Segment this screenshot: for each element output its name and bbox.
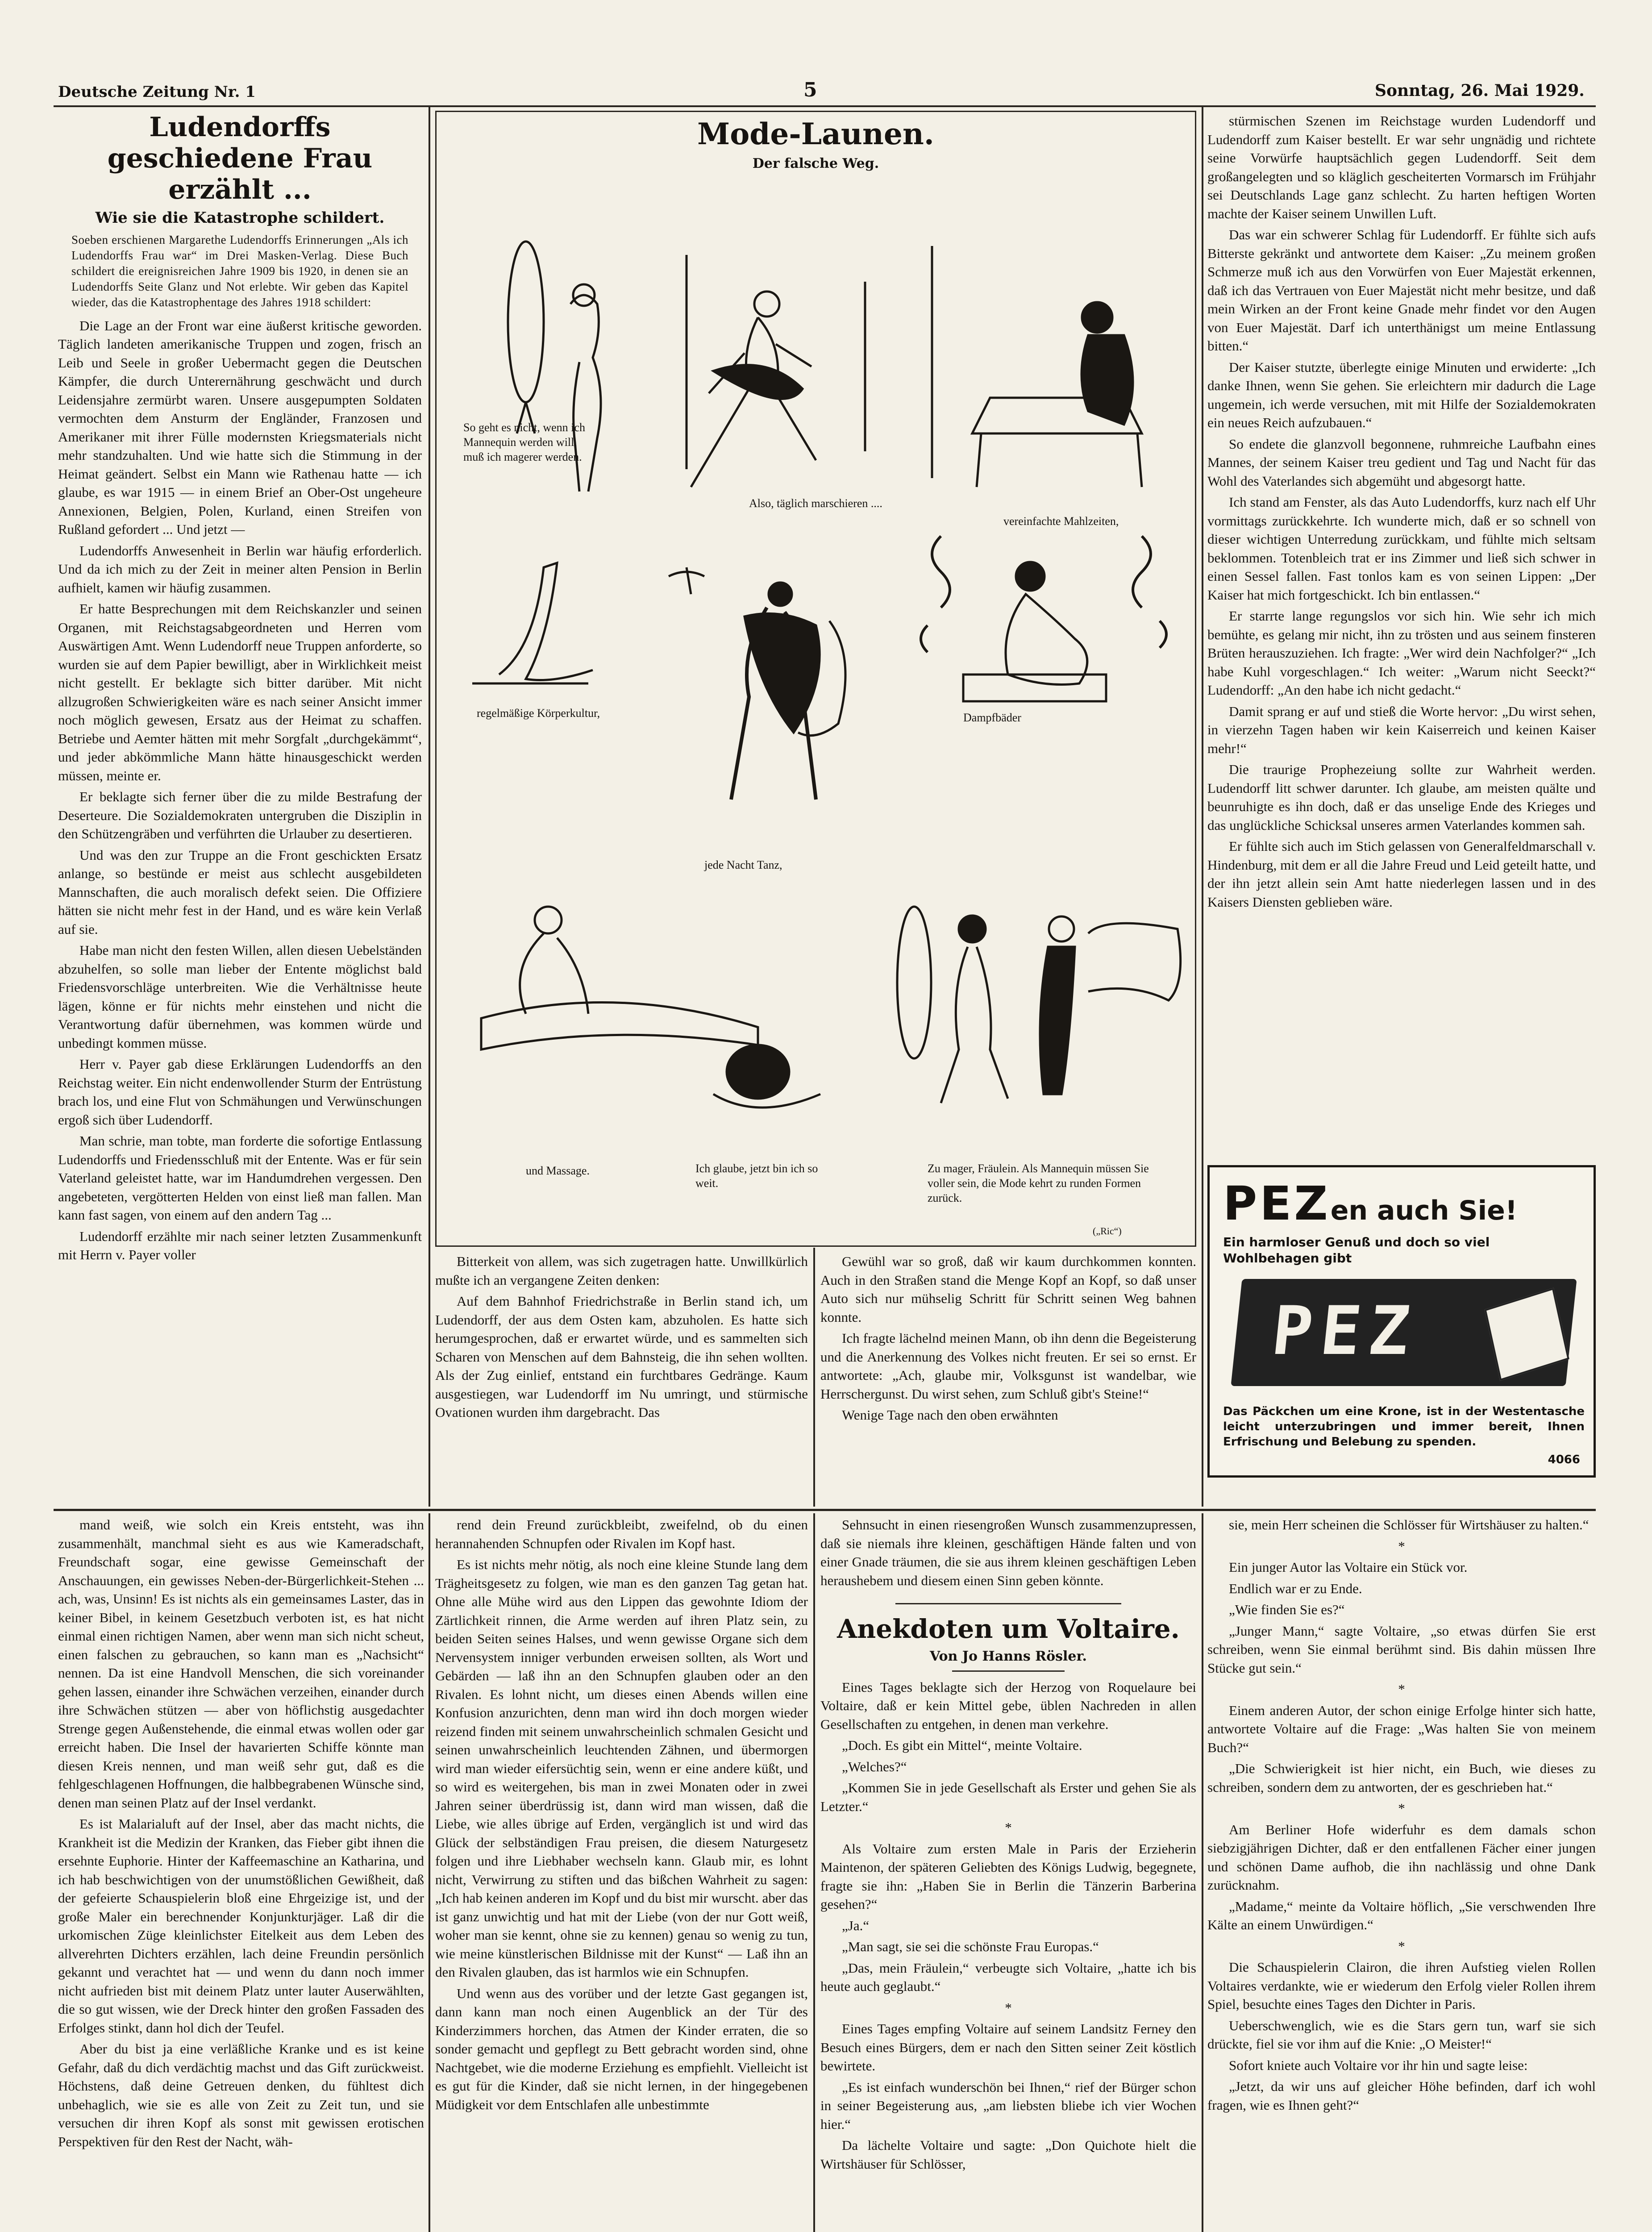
page-number: 5 [803, 79, 817, 101]
table-legs [977, 433, 1142, 487]
paragraph: Es ist nichts mehr nötig, als noch eine kleine Stunde lang dem Trägheitsgesetz zu folgen, wie man es den ganzen Tag getan hat. Ohne alle Mühe wird aus den Lippen das gewohnte Idiom der Zärtlichkeit rinnen, die Arme werden auf ihren Platz sein, zu beiden Seiten seines Halses, und wenn gewisse Organe sich dem Nervensystem inniger verbunden erweisen sollten, als Wort und Gebärden — laß ihn an den Schnupfen glauben oder an den Rivalen. Es lohnt nicht, um dieses einen Abends willen eine Konfusion anzurichten, denn man wird ihn doch morgen wieder reizend finden mit seinem unwahrscheinlich schmalen Gesicht und seinen unwahrscheinlich leuchtenden Zähnen, und übermorgen wird man wieder eifersüchtig sein, wenn er eine andere küßt, und so wird es weitergehen, bis man in zwei Monaten oder in zwei Jahren seiner überdrüssig ist, dann wird man wissen, daß die Liebe, wie alles übrige auf Erden, vergänglich ist und wird das Glück der selbständigen Frau preisen, die diesem Naturgesetz folgen und ihre Liebhaber wechseln kann. Glaub mir, es lohnt nicht, Verwirrung zu stiften und das bißchen Wahrheit zu sagen: „Ich hab keinen anderen im Kopf und du bist mir wurscht. aber das ist ganz unwichtig und hat mit der Liebe (von der nur Gott weiß, woher man sie kennt, ohne sie zu kennen) genau so wenig zu tun, wie meine künstlerischen Bildnisse mit der Kunst“ — Laß ihn an den Rivalen glauben, das ist harmlos wie ein Schnupfen. [435, 1557, 808, 1980]
caption-source: („Ric“) [1093, 1225, 1122, 1237]
model-head [959, 916, 986, 942]
article-ludendorff-col3 [820, 1252, 1196, 1507]
marching-figure [691, 317, 816, 487]
paragraph: Ich stand am Fenster, als das Auto Ludendorffs, kurz nach elf Uhr vormittags zurückkehrte. Ich wunderte mich, daß er so schnell von dieser wichtigen Unterredung zurückkam, und fühlte mich seltsam beklommen. Totenbleich trat er ins Zimmer und ließ sich schwer in einen Sessel fallen. Fast tonlos kam es von seinen Lippen: „Der Kaiser hat mich fortgeschickt. Ich bin entlassen.“ [1207, 494, 1596, 603]
anecdote-paragraph: „Welches?“ [842, 1758, 907, 1774]
header-rule [54, 105, 1596, 107]
anecdote-paragraph: Da lächelte Voltaire und sagte: „Don Quichote hielt die Wirtshäuser für Schlösser, [820, 2137, 1196, 2172]
director-coat [1040, 947, 1075, 1094]
anecdote-paragraph: „Man sagt, sie sei die schönste Frau Europas.“ [842, 1939, 1099, 1954]
anecdote-paragraph: sie, mein Herr scheinen die Schlösser für Wirtshäuser zu halten.“ [1229, 1517, 1589, 1532]
article-title: Ludendorffs geschiedene Frau [107, 112, 373, 174]
paragraph: So endete die glanzvoll begonnene, ruhmreiche Laufbahn eines Mannes, der seinem Kaiser treu gedient und Tag und Nacht für das Wohl des Vaterlandes sich abgemüht und abgesorgt hatte. [1207, 436, 1596, 489]
paragraph: Herr v. Payer gab diese Erklärungen Ludendorffs an den Reichstag weiter. Ein nicht endenwollender Sturm der Entrüstung brach los, und eine Flut von Schmähungen und Verwünschungen ergoß sich über Ludendorff. [58, 1056, 422, 1128]
header-right: Sonntag, 26. Mai 1929. [1375, 81, 1585, 100]
anecdote-paragraph: „Doch. Es gibt ein Mittel“, meinte Voltaire. [842, 1737, 1082, 1753]
mirror-2 [897, 907, 931, 1058]
dancer-head [769, 583, 792, 606]
anecdote-paragraph: Sofort kniete auch Voltaire vor ihr hin und sagte leise: [1229, 2057, 1528, 2073]
pez-advertisement [1207, 1165, 1596, 1478]
caption-director: Zu mager, Fräulein. Als Mannequin müssen Sie voller sein, die Mode kehrt zu runden Formen zurück. [928, 1162, 1149, 1204]
paragraph: Sehnsucht in einen riesengroßen Wunsch zusammenzupressen, daß sie niemals ihre kleinen, geschäftigen Hände falten und von einer Gnade träumen, die sie aus ihrem kleinen geschäftigen Leben heraushebem und diesem einen Sinn geben könnte. [820, 1517, 1196, 1588]
ad-pez-word: PEZ [1223, 1176, 1331, 1231]
voltaire-col3 [820, 1516, 1196, 2232]
anekdoten-rule-bottom [952, 1670, 1065, 1672]
voltaire-col4 [1207, 1516, 1596, 2232]
anecdote-paragraph: * [1005, 1820, 1012, 1835]
article-ludendorff-col4 [1207, 112, 1596, 1156]
paragraph: Er hatte Besprechungen mit dem Reichskanzler und seinen Organen, mit Reichstagsabgeordneten und Herren vom Auswärtigen Amt. Wenn Ludendorff neue Truppen anforderte, so wurden sie auf dem Papier bewilligt, aber in Wirklichkeit meist nicht gestellt. Er beklagte sich bitter darüber. Mit nicht allzugroßen Schwierigkeiten wäre es nach seiner Ansicht immer noch möglich gewesen, Ersatz aus der Heimat zu schaffen. Betriebe und Aemter hätten mit mehr Sorgfalt „durchgekämmt“, und jeder abkömmliche Mann hätte hinausgeschickt werden müssen, meinte er. [58, 601, 422, 783]
column-rule [1202, 107, 1203, 1507]
paragraph: Gewühl war so groß, daß wir kaum durchkommen konnten. Auch in den Straßen stand die Menge Kopf an Kopf, so daß unser Auto sich nur mühselig Schritt für Schritt seinen Weg bahnen konnte. [820, 1253, 1196, 1325]
article-body [58, 316, 422, 1264]
caption-thin-girl: Ich glaube, jetzt bin ich so weit. [695, 1162, 818, 1190]
caption-gym: regelmäßige Körperkultur, [477, 707, 600, 720]
caption-steam: Dampfbäder [963, 711, 1021, 724]
caption-meals: vereinfachte Mahlzeiten, [1003, 515, 1119, 528]
ad-code: 4066 [1548, 1453, 1580, 1466]
paragraph: Und was den zur Truppe an die Front geschickten Ersatz anlange, so bestünde er meist aus schlecht ausgebildeten Mannschaften, die auch moralisch defekt seien. Die Offiziere hätten sie nicht mehr fest in der Hand, und es wäre kein Verlaß auf sie. [58, 847, 422, 937]
musician-sketch [669, 567, 704, 594]
drawings-wall [1088, 923, 1181, 1000]
mode-title: Mode-Launen. [697, 117, 934, 151]
anecdote-paragraph: * [1005, 1999, 1012, 2015]
masseuse-head [535, 907, 562, 933]
anecdote-paragraph: Endlich war er zu Ende. [1229, 1580, 1362, 1596]
mode-subtitle: Der falsche Weg. [752, 156, 879, 171]
article-title-line2: erzählt ... [168, 174, 312, 205]
ad-headline-rest: en auch Sie! [1330, 1195, 1518, 1226]
paragraph: Ludendorff erzählte mir nach seiner letzten Zusammenkunft mit Herrn v. Payer voller [58, 1228, 422, 1262]
paragraph: Man schrie, man tobte, man forderte die sofortige Entlassung Ludendorffs und Friedensschluß mit der Entente. Was er für sein Vaterland geleistet hatte, war im Handumdrehen vergessen. Den angebeteten, vergötterten Helden von einst ließ man fallen. Man kann fast sagen, von einem auf den andern Tag ... [58, 1133, 422, 1223]
gym-figure [499, 563, 593, 680]
feuilleton-col2 [435, 1516, 808, 2232]
anecdote-paragraph: „Madame,“ meinte da Voltaire höflich, „Sie verschwenden Ihre Kälte an einem Unwürdigen.“ [1207, 1898, 1596, 1932]
model-body [941, 947, 1008, 1103]
anecdote-paragraph: Eines Tages beklagte sich der Herzog von Roquelaure bei Voltaire, daß er kein Mittel gebe, üblen Nachreden in allen Gesellschaften zu entgehen, in denen man verkehre. [820, 1679, 1196, 1732]
paragraph: Es ist Malarialuft auf der Insel, aber das macht nichts, die Krankheit ist die Medizin der Kranken, das Fieber gibt ihnen die ersehnte Euphorie. Hinter der Kaffeemaschine an Katharina, und ich hab beschwichtigen von der unumstößlichen Gewißheit, daß der gefeierte Schauspielerin bloß eine Ehrgeizige ist, und der große Maler ein berechnender Konjunkturjäger. Laß dir die urkomischen Züge kleinlichster Eitelkeit aus dem Leben des allverehrten Dichters erzählen, lach deine Freundin persönlich gekannt und verachtet hat — und wenn du dann noch immer nicht aufrieden bist mit deinem Platz unter lauter Auserwählten, die so gut wissen, wie der Dreck hinter den großen Fassaden des Erfolges stinkt, dann hol dich der Teufel. [58, 1816, 424, 2036]
ad-headline [1223, 1176, 1517, 1231]
anecdote-paragraph: „Kommen Sie in jede Gesellschaft als Erster und gehen Sie als Letzter.“ [820, 1780, 1196, 1814]
anecdote-paragraph: * [1398, 1538, 1405, 1554]
ad-line1: Ein harmloser Genuß und doch so viel Wohlbehagen gibt [1223, 1235, 1490, 1266]
anecdote-paragraph: * [1398, 1681, 1405, 1697]
paragraph: Er beklagte sich ferner über die zu milde Bestrafung der Deserteure. Die Sozialdemokraten untergruben die Disziplin in den Schützengräben und verführten die Urlauber zu desertieren. [58, 789, 422, 841]
caption-march: Also, täglich marschieren .... [749, 497, 882, 510]
pez-pack-label: PEZ [1268, 1292, 1422, 1370]
paragraph: Habe man nicht den festen Willen, allen diesen Uebelständen abzuhelfen, so solle man lieber der Entente möglichst bald Friedensvorschläge unterbreiten. Wie die Verhältnisse heute lägen, könne er für nichts mehr einstehen und nicht die Verantwortung dafür übernehmen, was kommen würde und unbedingt kommen müsse. [58, 942, 422, 1051]
paragraph: Wenige Tage nach den oben erwähnten [842, 1407, 1058, 1423]
paragraph: Er starrte lange regungslos vor sich hin. Wie sehr ich mich bemühte, es gelang mir nicht, ihn zu trösten und aus seinem finsteren Brüten herauszuziehen. Ich fragte: „Wer wird dein Nachfolger?“ „Ich habe Kuhl vorgeschlagen.“ Ich weiter: „Warum nicht Seeckt?“ Ludendorff: „An den habe ich nicht gedacht.“ [1207, 608, 1596, 698]
fashion-illustrations [437, 112, 1198, 1248]
diner-head [1082, 302, 1112, 333]
paragraph: Damit sprang er auf und stieß die Worte hervor: „Du wirst sehen, in vierzehn Tagen haben wir kein Kaiserreich und keinen Kaiser mehr!“ [1207, 703, 1596, 756]
anecdote-paragraph: * [1398, 1938, 1405, 1954]
paragraph: Der Kaiser stutzte, überlegte einige Minuten und erwiderte: „Ich danke Ihnen, wenn Sie gehen. Sie erleichtern mir dadurch die Lage ungemein, ich werde versuchen, mit mit Hilfe der Sozialdemokraten ein neues Reich aufzubauen.“ [1207, 359, 1596, 430]
paragraph: rend dein Freund zurückbleibt, zweifelnd, ob du einen herannahenden Schnupfen oder Rivalen im Kopf hast. [435, 1517, 808, 1551]
article-subtitle: Wie sie die Katastrophe schildert. [95, 209, 385, 227]
paragraph: Die traurige Prophezeiung sollte zur Wahrheit werden. Ludendorff litt schwer darunter. Ich glaube, am meisten quälte und beunruhigte es ihn doch, daß er das unselige Ende des Krieges und das unglückliche Schicksal unseres armen Vaterlandes kommen sah. [1207, 762, 1596, 833]
caption-mannequin: So geht es nicht, wenn ich Mannequin werden will, muß ich magerer werden. [463, 421, 585, 463]
bather-head [1016, 562, 1044, 591]
paragraph: mand weiß, wie solch ein Kreis entsteht, was ihn zusammenhält, manchmal sieht es aus wie Kameradschaft, Freundschaft sogar, eine gewisse Gemeinschaft der Anschauungen, ein gewisses Neben-der-Bürgerlichkeit-Stehen ... ach, was, Unsinn! Es ist nichts als ein gemeinsames Laster, das in keiner Bibel, in keinem Gesetzbuch verboten ist, es hat nicht einmal einen richtigen Namen, aber wenn man sich nicht scheut, einen falschen zu gebrauchen, so kann man es „Nachsicht“ nennen. Da ist eine Handvoll Menschen, die sich voreinander gehen lassen, einander ihre Schwächen verzeihen, einander durch ihre Schwächen stützen — aber von höflichstig ausgedachter Strenge gegen Außenstehende, die einmal etwas wollen oder gar erreicht haben. Die Insel der havarierten Schiffe könnte man diesen Kreis nennen, und man weiß sehr gut, daß es die fehlgeschlagenen Hoffnungen, die halbbegrabenen Wünsche sind, denen man seinen Platz auf der Insel verdankt. [58, 1517, 424, 1811]
anecdote-paragraph: * [1398, 1800, 1405, 1816]
anecdote-paragraph: „Junger Mann,“ sagte Voltaire, „so etwas dürfen Sie erst schreiben, wenn Sie einmal berühmt sind. Bis dahin müssen Ihre Stücke gut sein.“ [1207, 1623, 1596, 1676]
anekdoten-title: Anekdoten um Voltaire. [837, 1614, 1180, 1644]
paragraph: Bitterkeit von allem, was sich zugetragen hatte. Unwillkürlich mußte ich an vergangene Zeiten denken: [435, 1253, 808, 1288]
anecdote-paragraph: Einem anderen Autor, der schon einige Erfolge hinter sich hatte, antwortete Voltaire auf die Frage: „Was halten Sie von meinem Buch?“ [1207, 1702, 1596, 1755]
paragraph: Ich fragte lächelnd meinen Mann, ob ihn denn die Begeisterung und die Anerkennung des Volkes nicht freuten. Er sei so ernst. Er antwortete: „Ach, glaube mir, Volksgunst ist wandelbar, wie Herrschergunst. Du wirst sehen, zum Schluß gibt's Steine!“ [820, 1330, 1196, 1402]
article-intro: Soeben erschienen Margarethe Ludendorffs Erinnerungen „Als ich Ludendorffs Frau war“ im Drei Masken-Verlag. Diese Buch schildert die ereignisreichen Jahre 1909 bis 1920, in denen sie an Ludendorffs Seite Glanz und Not erlebte. Wir geben das Kapitel wieder, das die Katastrophentage des Jahres 1918 schildert: [71, 233, 408, 309]
column-rule [813, 1513, 815, 2232]
header-left: Deutsche Zeitung Nr. 1 [58, 83, 256, 101]
paragraph: Er fühlte sich auch im Stich gelassen von Generalfeldmarschall v. Hindenburg, mit dem er all die Jahre Freud und Leid geteilt hatte, und der ihn jetzt allein sein Amt hatte niederlegen lassen und in des Kaisers Diensten geblieben wäre. [1207, 838, 1596, 910]
anecdote-paragraph: „Ja.“ [842, 1917, 870, 1933]
column-rule [1202, 1513, 1203, 2232]
trees [687, 246, 932, 478]
article-ludendorff-col1 [58, 112, 422, 1507]
anecdote-paragraph: Die Schauspielerin Clairon, die ihren Aufstieg vielen Rollen Voltaires verdankte, wie er wiederum den Erfolg vieler Rollen ihrem Spiel, besuchte eines Tages den Dichter in Paris. [1207, 1959, 1596, 2012]
mode-launen-box [435, 111, 1196, 1247]
column-rule [813, 1248, 815, 1507]
paragraph: Ludendorffs Anwesenheit in Berlin war häufig erforderlich. Und da ich mich zu der Zeit in meiner alten Pension in Berlin aufhielt, kamen wir häufig zusammen. [58, 542, 422, 595]
paragraph: Auf dem Bahnhof Friedrichstraße in Berlin stand ich, um Ludendorff, der aus dem Osten kam, abzuholen. Es hatte sich herumgesprochen, daß er erwartet würde, und es sammelten sich Scharen von Menschen auf dem Bahnsteig, die ihn sehen wollten. Als der Zug einlief, entstand ein furchtbares Gedränge. Kaum ausgestiegen, war Ludendorff im Nu umringt, und stürmische Ovationen wurden ihm dargebracht. Das [435, 1293, 808, 1420]
anecdote-paragraph: Ein junger Autor las Voltaire ein Stück vor. [1229, 1559, 1468, 1575]
massage-table [481, 1002, 758, 1049]
paragraph: Und wenn aus des vorüber und der letzte Gast gegangen ist, dann kann man noch einen Augenblick an der Tür des Kinderzimmers horchen, das Atmen der Kinder erraten, die so sonder gemacht und gepflegt zu Bett gebracht worden sind, ohne Nachtgebet, wie die moderne Erziehung es empfiehlt. Vielleicht ist es gut für die Kinder, daß sie nicht lernen, in der hingegebenen Müdigkeit vor dem Entschlafen alle unbestimmte [435, 1985, 808, 2112]
anekdoten-rule-top [895, 1603, 1121, 1604]
anekdoten-byline: Von Jo Hanns Rösler. [930, 1649, 1087, 1664]
ad-body: Das Päckchen um eine Krone, ist in der Westentasche leicht unterzubringen und immer bereit, Ihnen Erfrischung und Belebung zu spenden. [1223, 1405, 1585, 1449]
anecdote-paragraph: Eines Tages empfing Voltaire auf seinem Landsitz Ferney den Besuch eines Bürgers, dem er nach den Sitten seiner Zeit köstlich bewirtete. [820, 2021, 1196, 2074]
anecdote-paragraph: „Es ist einfach wunderschön bei Ihnen,“ rief der Bürger schon in seiner Begeisterung aus, „am liebsten bliebe ich vier Wochen hier.“ [820, 2079, 1196, 2132]
director-head [1049, 916, 1074, 941]
anecdote-paragraph: „Das, mein Fräulein,“ verbeugte sich Voltaire, „hatte ich bis heute auch geglaubt.“ [820, 1960, 1196, 1994]
steam-bench [963, 675, 1106, 701]
paragraph: Die Lage an der Front war eine äußerst kritische geworden. Täglich landeten amerikanische Truppen und zogen, frisch an Leib und Seele in großer Uebermacht gegen die Deutschen Kämpfer, die durch Unterernährung geschwächt und durch Leidensjahre zermürbt waren. Unsere ausgepumpten Soldaten vermochten dem Ansturm der Engländer, Franzosen und Amerikaner mit ihrer Fülle modernsten Kriegsmaterials nicht mehr standzuhalten. Und wie hatte sich die Stimmung in der Heimat geändert. Selbst ein Mann wie Rathenau hatte — ich glaube, es war 1915 — in einem Brief an Ober-Ost ungeheure Annexionen, Belgien, Polen, Kurland, einen Streifen von Rußland gefordert ... Und jetzt — [58, 317, 422, 537]
paragraph: stürmischen Szenen im Reichstage wurden Ludendorff und Ludendorff zum Kaiser bestellt. Er war sehr ungnädig und richtete seine Vorwürfe hauptsächlich gegen Ludendorff. Seit dem großangelegten und so kläglich gescheiterten Vormarsch im Frühjahr sei Deutschlands Lage ganz schlecht. Zu harten heftigen Worten machte der Kaiser seinem Unwillen Luft. [1207, 113, 1596, 221]
feuilleton-col1 [58, 1516, 424, 2232]
anecdote-paragraph: Als Voltaire zum ersten Male in Paris der Erzieherin Maintenon, der späteren Geliebten des Königs Ludwig, begegnete, fragte sie ihn: „Haben Sie in Berlin die Tänzerin Barberina gesehen?“ [820, 1841, 1196, 1912]
anecdote-paragraph: Ueberschwenglich, wie es die Stars gern tun, warf sie sich drückte, fiel sie vor ihm auf die Knie: „O Meister!“ [1207, 2017, 1596, 2052]
pez-tablets [1484, 1288, 1569, 1381]
bather-body [1006, 594, 1087, 685]
paragraph: Das war ein schwerer Schlag für Ludendorff. Er fühlte sich aufs Bitterste gekränkt und antwortete dem Kaiser: „Zu meinem großen Schmerze muß ich aus den Vorwürfen von Euer Majestät erkennen, daß ich das Vertrauen von Euer Majestät nicht mehr besitze, und daß mein Wirken an der Front keine Gnade mehr findet vor den Augen von Euer Majestät. Darf ich unterthänigst um meine Entlassung bitten.“ [1207, 227, 1596, 354]
marching-skirt [713, 365, 803, 399]
anecdote-paragraph: „Wie finden Sie es?“ [1229, 1602, 1345, 1617]
masseuse-body [520, 933, 588, 1014]
anecdote-paragraph: „Jetzt, da wir uns auf gleicher Höhe befinden, darf ich wohl fragen, wie es Ihnen geht?“ [1207, 2078, 1596, 2113]
pez-pack-image [1231, 1279, 1577, 1386]
paragraph: Aber du bist ja eine verläßliche Kranke und es ist keine Gefahr, daß du dich verdächtig machst und das Gift zurückweist. Höchstens, daß deine Getreuen denken, du fühltest dich unbehaglich, wie sie es alle von Zeit zu Zeit tun, und sie versuchen dir ihren Kopf als sonst mit gewissen erotischen Perspektiven für den Rest der Nacht, wäh- [58, 2041, 424, 2149]
column-rule [429, 107, 430, 1507]
column-rule [429, 1513, 430, 2232]
caption-dance: jede Nacht Tanz, [704, 858, 782, 871]
anecdote-paragraph: „Die Schwierigkeit ist hier nicht, ein Buch, wie dieses zu schreiben, sondern dem zu antworten, der es geschrieben hat.“ [1207, 1761, 1596, 1795]
steam-clouds [921, 536, 1166, 652]
mirror-drawing [508, 242, 544, 402]
section-divider [54, 1509, 1596, 1511]
marching-head [754, 291, 779, 316]
article-ludendorff-col2 [435, 1252, 808, 1507]
caption-massage: und Massage. [526, 1164, 590, 1177]
dancer-suit [745, 613, 820, 733]
anecdote-paragraph: Am Berliner Hofe widerfuhr es dem damals schon siebzigjährigen Dichter, daß er den entfallenen Fächer einer jungen und schönen Dame aufhob, die ihn nachlässig und ohne Dank zurücknahm. [1207, 1821, 1596, 1893]
bathing-head [727, 1045, 789, 1099]
diner-body [1082, 335, 1133, 425]
